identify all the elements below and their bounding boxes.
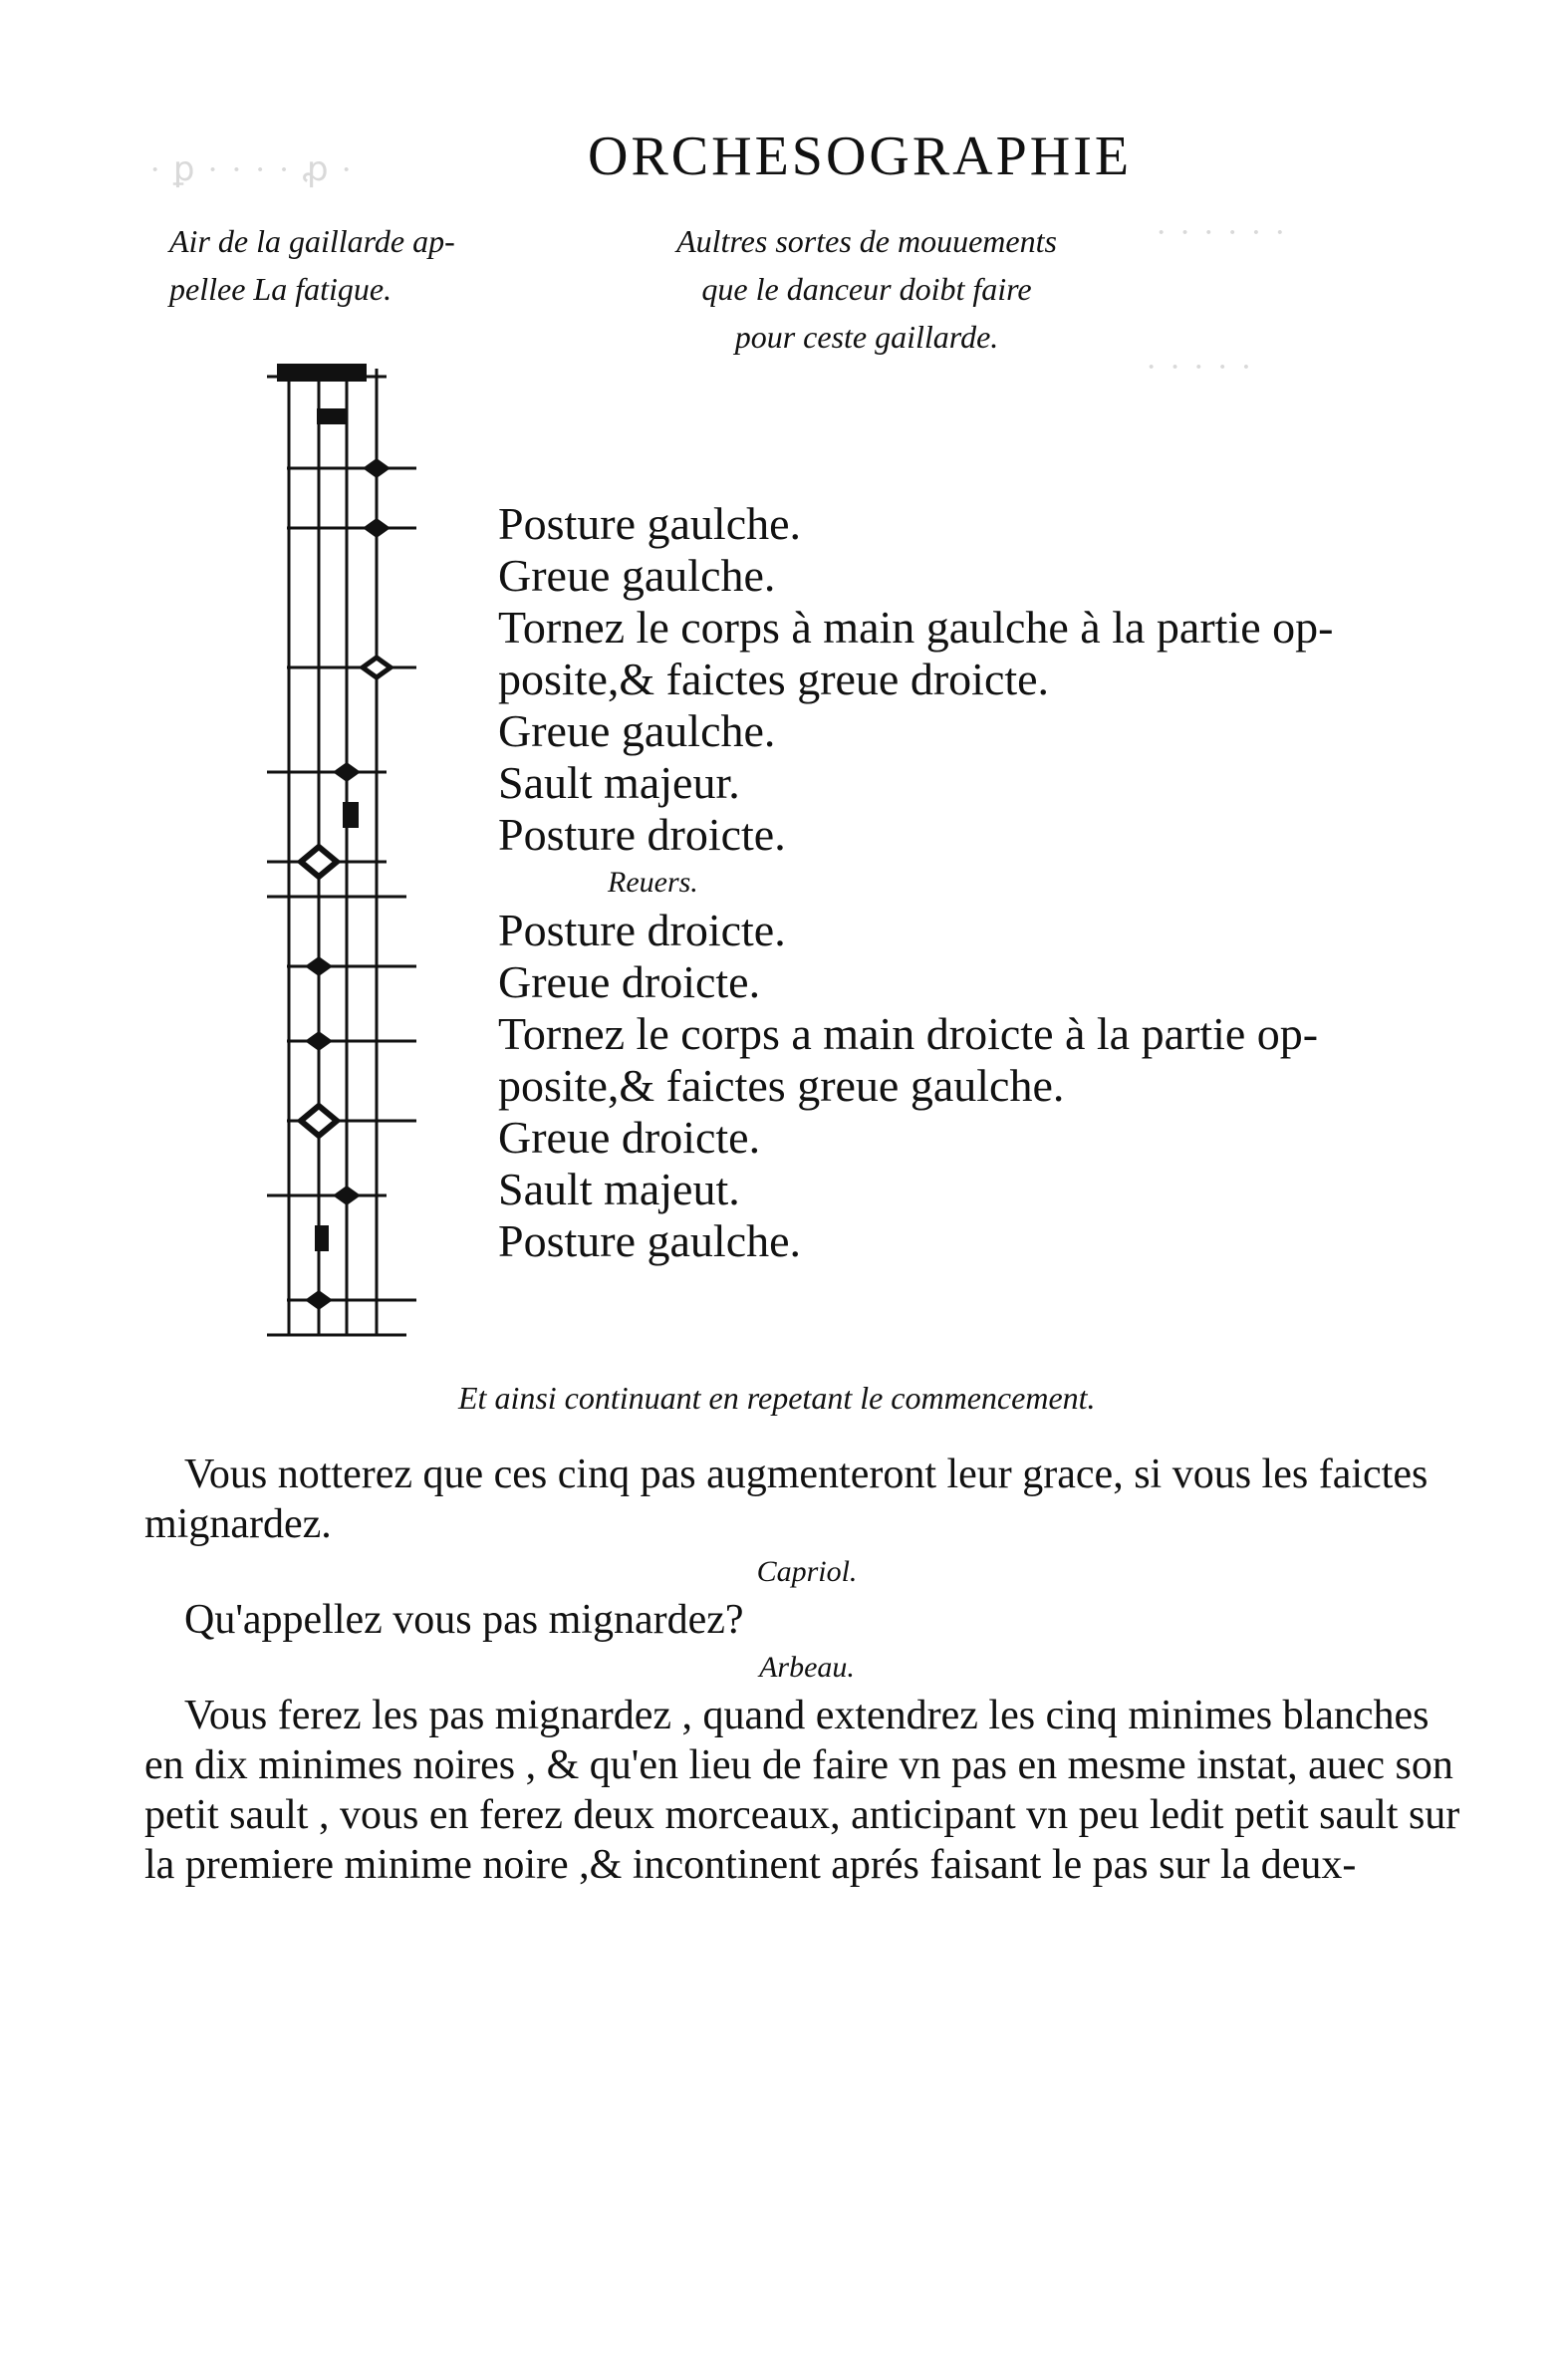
movement-list [498, 498, 1494, 1267]
movement-line: Greue gaulche. [498, 705, 776, 756]
movement-line: Posture gaulche. [498, 498, 802, 549]
running-head: ORCHESOGRAPHIE [588, 126, 1133, 187]
dialogue-text [144, 1450, 1469, 1890]
tune-header-line: pellee La fatigue. [169, 271, 392, 307]
movements-header [608, 217, 1126, 361]
paragraph: Vous ferez les pas mignardez , quand extendrez les cinq minimes blanches en dix minimes noires , & qu'en lieu de faire vn pas en mesme instat, auec son petit sault , vous en ferez deux morceaux, anticipant vn peu ledit petit sault sur la premiere minime noire ,& incontinent aprés faisant le pas sur la deux- [144, 1693, 1460, 1888]
tune-header [169, 217, 578, 313]
movement-line: Greue droicte. [498, 1112, 761, 1163]
continuation-note: Et ainsi continuant en repetant le commencement. [458, 1380, 1096, 1416]
movements-header-line: que le danceur doibt faire [701, 271, 1032, 307]
tune-tablature [267, 359, 426, 1355]
movement-line: Sault majeut. [498, 1164, 740, 1214]
speaker-label: Arbeau. [759, 1651, 855, 1684]
movement-line: Tornez le corps a main droicte à la partie op- [498, 1008, 1319, 1059]
paragraph: Vous notterez que ces cinq pas augmenteront leur grace, si vous les faictes mignardez. [144, 1452, 1429, 1547]
movement-line: Greue droicte. [498, 956, 761, 1007]
movement-line: Posture droicte. [498, 809, 786, 860]
movements-header-line: Aultres sortes de mouuements [676, 223, 1057, 259]
movement-line: posite,& faictes greue gaulche. [498, 1060, 1065, 1111]
movements-header-line: pour ceste gaillarde. [734, 319, 999, 355]
movement-line: Sault majeur. [498, 757, 740, 808]
movement-line: Posture droicte. [498, 905, 786, 955]
tune-header-line: Air de la gaillarde ap- [169, 223, 455, 259]
bleed-through-decoration: · ꝑ · · · · ꝓ · [149, 151, 355, 188]
movement-line: Posture gaulche. [498, 1215, 802, 1266]
movement-line: posite,& faictes greue droicte. [498, 654, 1050, 704]
bleed-through-decoration: · · · · · [1146, 349, 1254, 386]
movement-line: Greue gaulche. [498, 550, 776, 601]
movement-line: Tornez le corps à main gaulche à la partie op- [498, 602, 1334, 653]
speaker-label: Capriol. [756, 1555, 858, 1588]
bleed-through-decoration: · · · · · · [1156, 214, 1288, 251]
paragraph: Qu'appellez vous pas mignardez? [184, 1597, 744, 1643]
reverse-heading: Reuers. [608, 866, 698, 899]
